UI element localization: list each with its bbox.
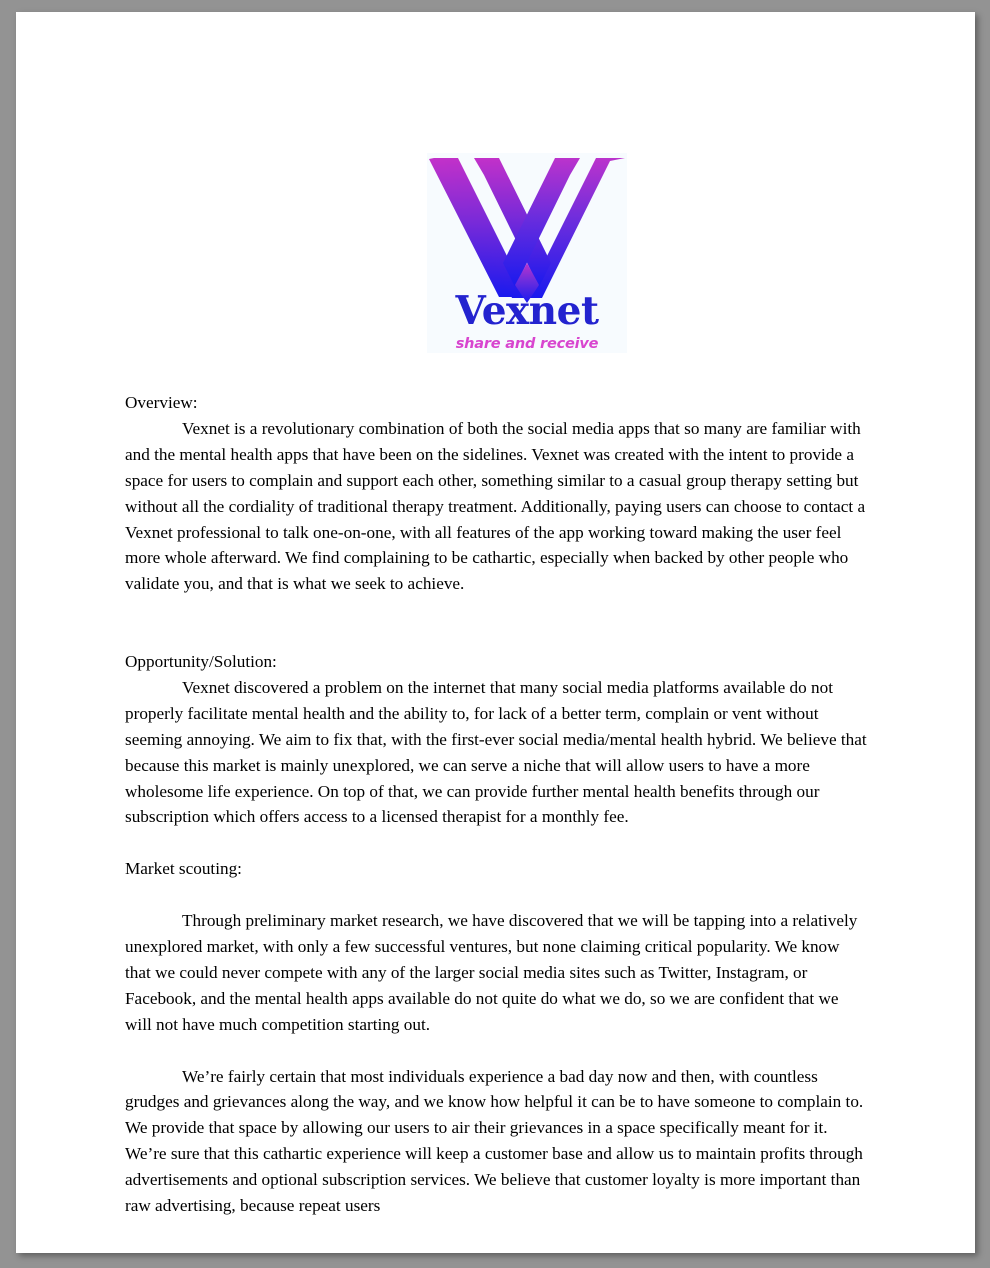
section-heading-opportunity-solution: Opportunity/Solution: (125, 652, 277, 672)
document-body (125, 390, 867, 1219)
paragraph-spacer (125, 882, 867, 908)
paragraph-spacer (125, 1038, 867, 1064)
section-heading-overview: Overview: (125, 393, 198, 412)
section-paragraph-overview-1: Vexnet is a revolutionary combination of both the social media apps that so many are familiar with and the mental health apps that have been on the sidelines. Vexnet was created with the intent to provide a space for users to complain and support each other, something similar to a casual group therapy setting but without all the cordiality of traditional therapy treatment. Additionally, paying users can choose to contact a Vexnet professional to talk one-on-one, with all features of the app working toward making the user feel more whole afterward. We find complaining to be cathartic, especially when backed by other people who validate you, and that is what we seek to achieve. (125, 418, 866, 594)
section-heading-market-scouting: Market scouting: (125, 859, 242, 879)
vexnet-chevron-icon (427, 153, 627, 303)
document-page (16, 12, 975, 1253)
section-paragraph-market-1: Through preliminary market research, we have discovered that we will be tapping into a relatively unexplored market, with only a few successful ventures, but none claiming critical popularity. We know that we could never compete with any of the larger social media sites such as Twitter, Instagram, or Facebook, and the mental health apps available do not quite do what we do, so we are confident that we will not have much competition starting out. (125, 911, 858, 1034)
logo-wordmark: Vexnet (455, 288, 599, 334)
section-paragraph-opportunity-1: Vexnet discovered a problem on the internet that many social media platforms available do not properly facilitate mental health and the ability to, for lack of a better term, complain or vent without seeming annoying. We aim to fix that, with the first-ever social media/mental health hybrid. We believe that because this market is mainly unexplored, we can serve a niche that will allow users to have a more wholesome life experience. On top of that, we can provide further mental health benefits through our subscription which offers access to a licensed therapist for a monthly fee. (125, 677, 867, 827)
logo-tagline: share and receive (455, 336, 599, 352)
vexnet-logo (427, 153, 627, 353)
section-paragraph-market-2: We’re fairly certain that most individuals experience a bad day now and then, with countless grudges and grievances along the way, and we know how helpful it can be to have someone to complain to. We provide that space by allowing our users to air their grievances in a space specifically meant for it. We’re sure that this cathartic experience will keep a customer base and allow us to maintain profits through advertisements and optional subscription services. We believe that customer loyalty is more important than raw advertising, because repeat users (125, 1066, 864, 1216)
section-spacer (125, 597, 867, 649)
section-spacer (125, 830, 867, 856)
